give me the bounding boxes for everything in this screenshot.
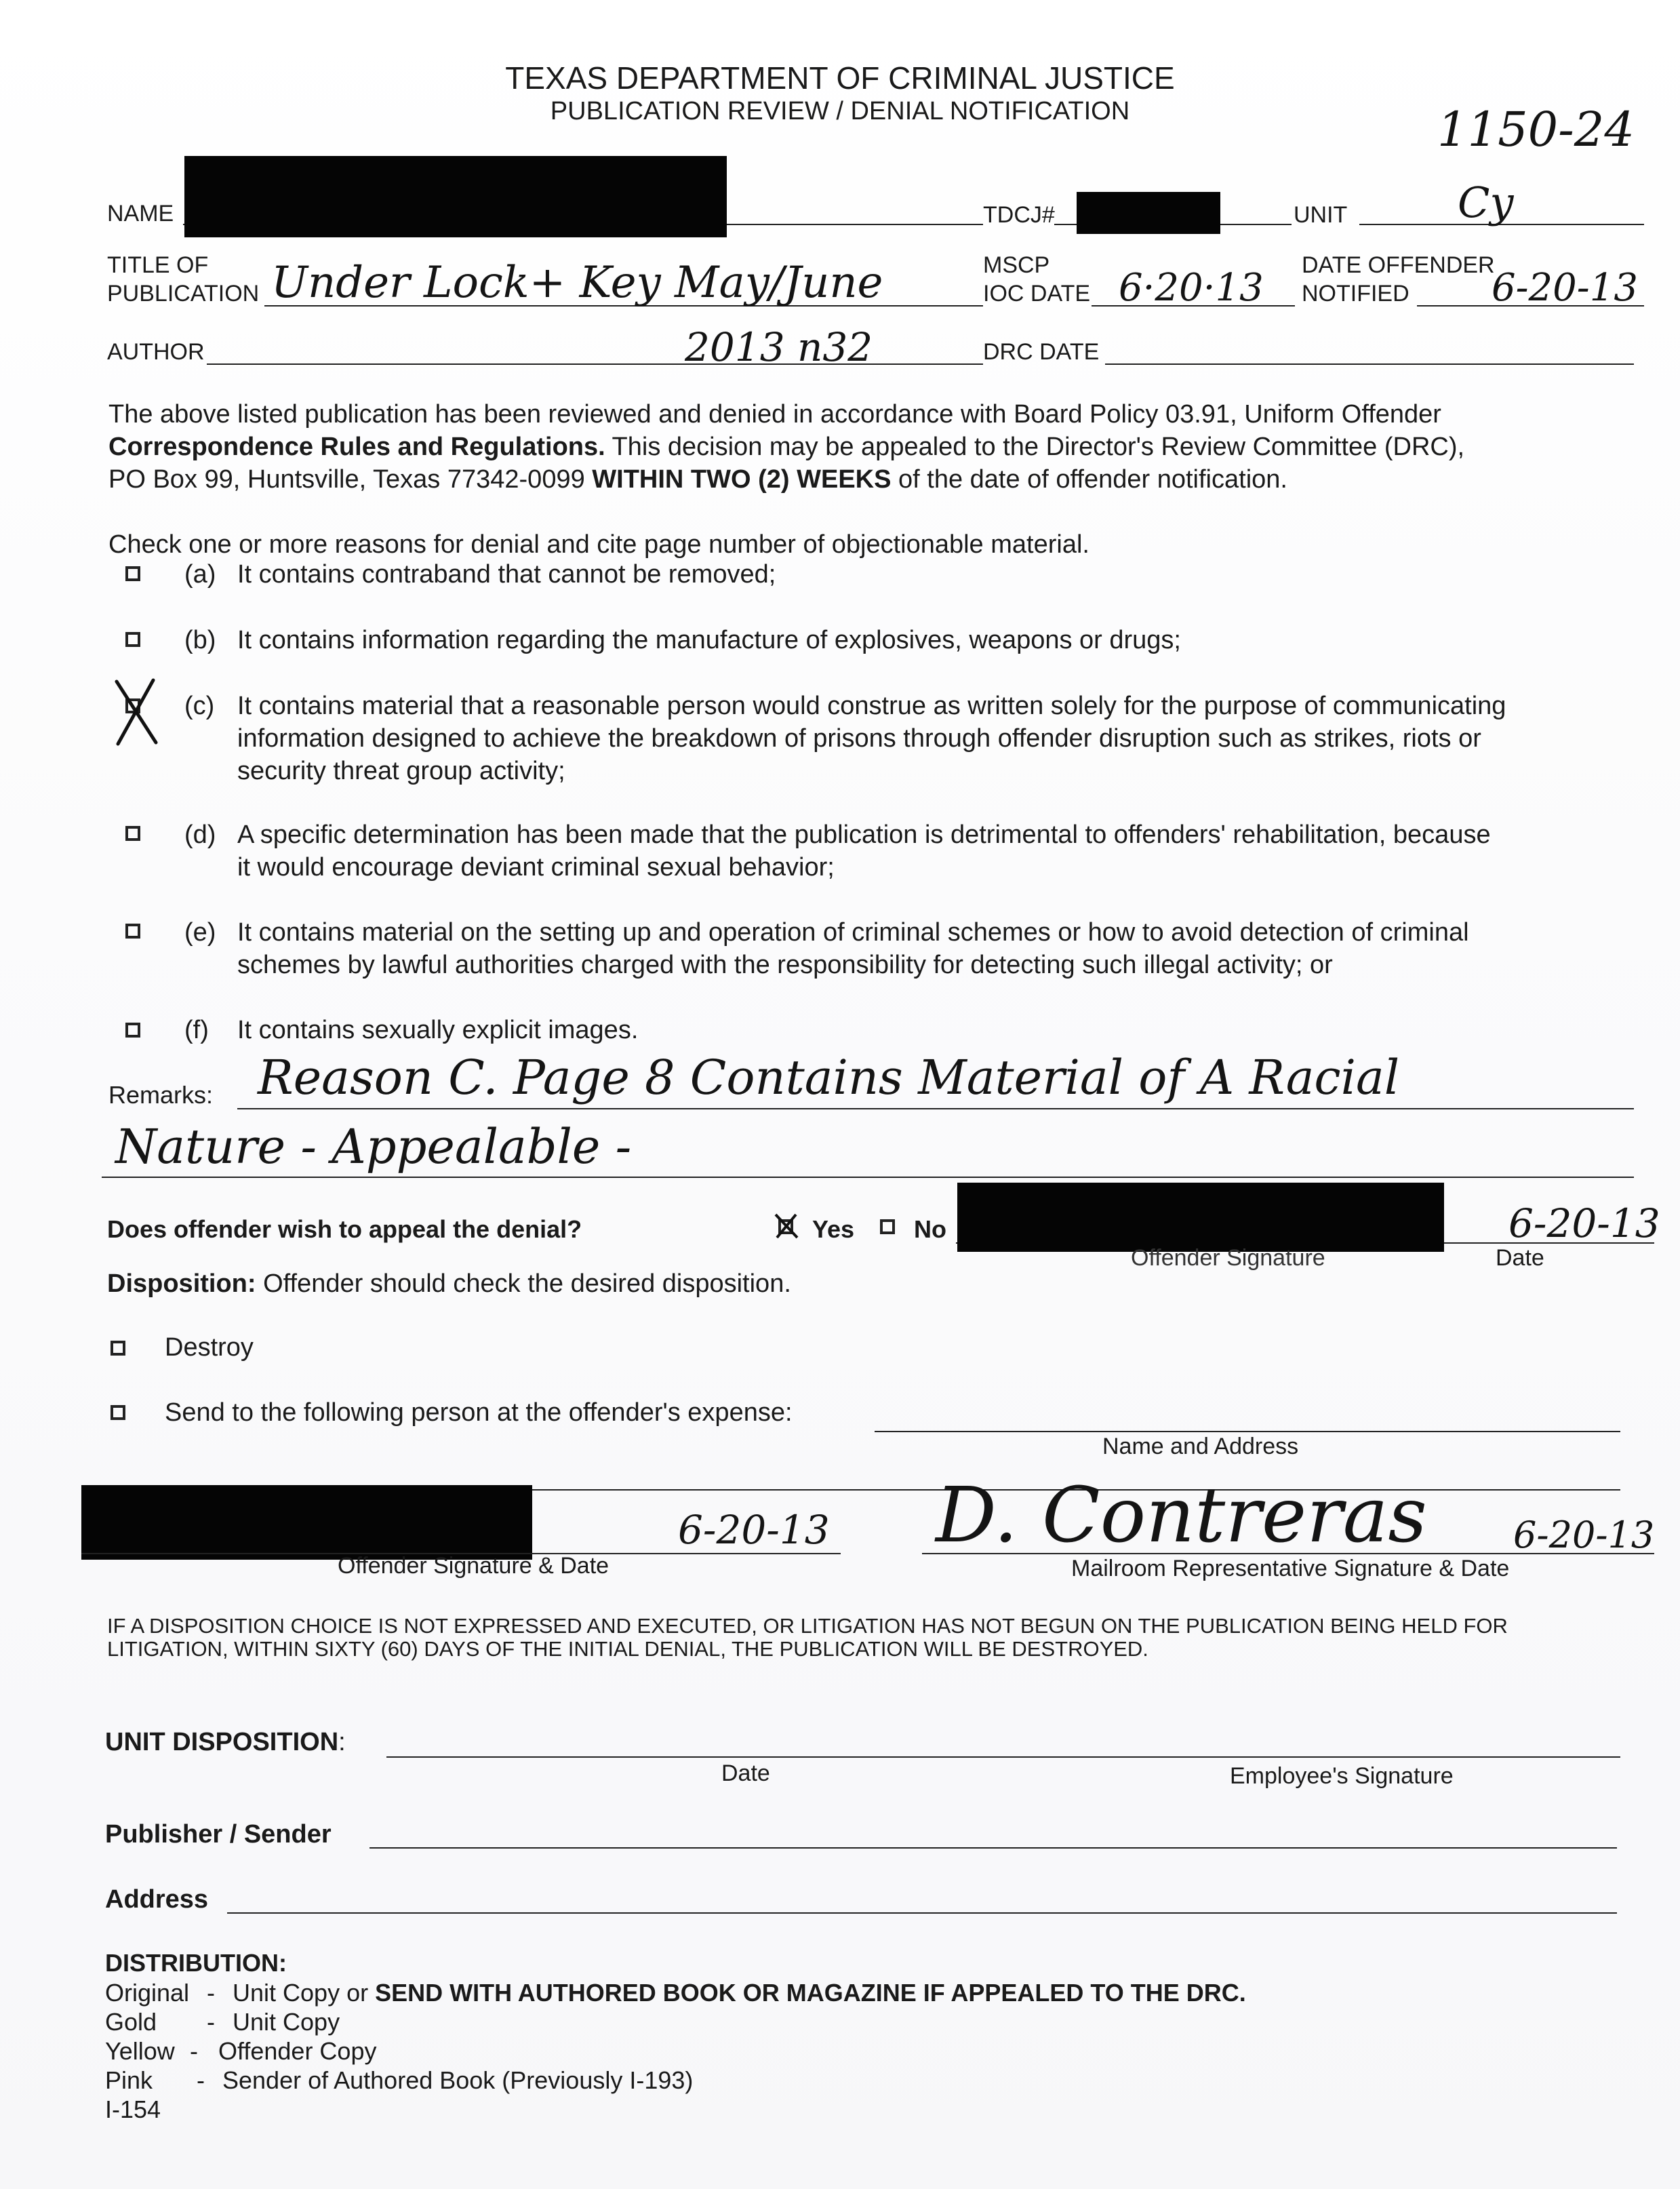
- appeal-no-label: No: [914, 1215, 946, 1243]
- form-title: PUBLICATION REVIEW / DENIAL NOTIFICATION: [550, 97, 1130, 125]
- reason-e-letter: (e): [184, 918, 216, 947]
- mailroom-sig-date: 6-20-13: [1513, 1514, 1655, 1556]
- dist-sep-original: -: [207, 1979, 215, 2007]
- reason-a-checkbox[interactable]: [125, 566, 140, 581]
- reason-f-text: It contains sexually explicit images.: [237, 1016, 639, 1044]
- remarks-text-1: Reason C. Page 8 Contains Material of A Racial: [258, 1050, 1400, 1105]
- reason-f-checkbox[interactable]: [125, 1023, 140, 1038]
- name-label: NAME: [107, 201, 174, 226]
- disposition-label: Disposition:: [107, 1269, 256, 1298]
- dist-sep-pink: -: [197, 2066, 205, 2094]
- unit-value: Cy: [1458, 178, 1514, 227]
- mailroom-signature: D. Contreras: [936, 1472, 1427, 1560]
- mscp-label-2: IOC DATE: [983, 281, 1091, 307]
- name-address-label: Name and Address: [1102, 1434, 1299, 1459]
- dist-copy-yellow: Yellow: [105, 2037, 175, 2065]
- offender-sig-date: 6-20-13: [678, 1507, 830, 1553]
- reason-d-line-1: A specific determination has been made that the publication is detrimental to offenders' rehabilitation, because: [237, 821, 1491, 849]
- address-label: Address: [105, 1885, 209, 1914]
- dist-text-original-plain: Unit Copy or: [233, 1979, 376, 2007]
- mailroom-sig-label: Mailroom Representative Signature & Date: [1071, 1556, 1510, 1581]
- reason-e-checkbox[interactable]: [125, 924, 140, 939]
- intro-bold-1: Correspondence Rules and Regulations.: [108, 433, 605, 461]
- title-value: Under Lock+ Key May/June: [271, 258, 883, 308]
- destroy-checkbox[interactable]: [111, 1341, 125, 1356]
- reason-e-line-1: It contains material on the setting up and operation of criminal schemes or how to avoid detection of criminal: [237, 918, 1469, 947]
- employee-signature-label: Employee's Signature: [1230, 1763, 1454, 1789]
- redaction-appeal-signature: [957, 1183, 1444, 1252]
- reason-a-letter: (a): [184, 560, 216, 589]
- dist-text-gold: Unit Copy: [233, 2008, 340, 2036]
- file-number: 1150-24: [1437, 102, 1635, 157]
- mscp-value: 6·20·13: [1119, 266, 1264, 310]
- appeal-yes-label: Yes: [812, 1215, 855, 1243]
- dist-sep-yellow: -: [190, 2037, 198, 2065]
- dist-text-yellow: Offender Copy: [218, 2037, 377, 2065]
- author-value: 2013 n32: [685, 324, 873, 370]
- reason-c-line-1: It contains material that a reasonable person would construe as written solely for the purpose of communicating: [237, 692, 1506, 720]
- reason-c-line-2: information designed to achieve the breakdown of prisons through offender disruption such as strikes, riots or: [237, 724, 1481, 753]
- unit-disposition-colon: :: [338, 1728, 346, 1756]
- send-checkbox[interactable]: [111, 1405, 125, 1420]
- dist-text-original: [233, 1979, 1246, 2007]
- destroy-label: Destroy: [165, 1333, 254, 1362]
- title-label-2: PUBLICATION: [107, 281, 260, 307]
- reasons-intro: Check one or more reasons for denial and cite page number of objectionable material.: [108, 530, 1089, 559]
- publisher-line[interactable]: [369, 1847, 1617, 1849]
- appeal-sig-label: Offender Signature: [1131, 1245, 1325, 1271]
- reason-d-letter: (d): [184, 821, 216, 849]
- unit-label: UNIT: [1294, 202, 1348, 228]
- drc-line[interactable]: [1105, 363, 1634, 365]
- intro-bold-weeks: WITHIN TWO (2) WEEKS: [592, 465, 892, 494]
- reason-a-text: It contains contraband that cannot be removed;: [237, 560, 776, 589]
- remarks-line-1[interactable]: [237, 1108, 1634, 1109]
- reason-d-line-2: it would encourage deviant criminal sexual behavior;: [237, 853, 835, 882]
- title-label-1: TITLE OF: [107, 252, 209, 278]
- remarks-text-2: Nature - Appealable -: [115, 1119, 632, 1175]
- publisher-label: Publisher / Sender: [105, 1820, 332, 1849]
- appeal-no-checkbox[interactable]: [880, 1219, 895, 1234]
- dist-copy-original: Original: [105, 1979, 190, 2007]
- intro-text-2: This decision may be appealed to the Director's Review Committee (DRC),: [605, 433, 1465, 461]
- reason-d-checkbox[interactable]: [125, 826, 140, 841]
- unit-disposition-label: [105, 1728, 346, 1757]
- check-x-icon: [108, 675, 163, 749]
- notified-value: 6-20-13: [1492, 266, 1638, 310]
- remarks-label: Remarks:: [108, 1081, 214, 1109]
- reason-b-text: It contains information regarding the manufacture of explosives, weapons or drugs;: [237, 626, 1181, 654]
- reason-f-letter: (f): [184, 1016, 209, 1044]
- dist-text-original-bold: SEND WITH AUTHORED BOOK OR MAGAZINE IF APPEALED TO THE DRC.: [375, 1979, 1246, 2007]
- intro-text-3b: of the date of offender notification.: [891, 465, 1287, 494]
- notified-label-1: DATE OFFENDER: [1302, 252, 1495, 278]
- redaction-tdcj: [1077, 192, 1220, 234]
- offender-sig-label: Offender Signature & Date: [338, 1553, 609, 1579]
- unit-date-label: Date: [721, 1760, 770, 1786]
- notified-label-2: NOTIFIED: [1302, 281, 1409, 307]
- reason-c-line-3: security threat group activity;: [237, 757, 565, 785]
- send-line[interactable]: [875, 1431, 1620, 1432]
- intro-line-2: [108, 433, 1464, 462]
- disposition-line: [107, 1269, 791, 1299]
- dist-text-pink: Sender of Authored Book (Previously I-193): [222, 2066, 694, 2094]
- unit-disposition-line[interactable]: [386, 1756, 1620, 1758]
- unit-disposition-text: UNIT DISPOSITION: [105, 1728, 339, 1756]
- mscp-label-1: MSCP: [983, 252, 1050, 278]
- reason-b-checkbox[interactable]: [125, 632, 140, 647]
- reason-b-letter: (b): [184, 626, 216, 654]
- yes-check-icon: [772, 1210, 801, 1242]
- reason-e-line-2: schemes by lawful authorities charged with the responsibility for detecting such illegal activity; or: [237, 951, 1333, 979]
- agency-title: TEXAS DEPARTMENT OF CRIMINAL JUSTICE: [505, 60, 1175, 96]
- redaction-name: [184, 156, 727, 237]
- author-label: AUTHOR: [107, 339, 205, 365]
- intro-line-3: [108, 465, 1287, 494]
- dist-copy-pink: Pink: [105, 2066, 153, 2094]
- appeal-date-label: Date: [1496, 1245, 1544, 1271]
- form-number: I-154: [105, 2095, 161, 2123]
- disposition-instruction: Offender should check the desired disposition.: [256, 1269, 791, 1298]
- address-field-line[interactable]: [227, 1912, 1617, 1914]
- appeal-date-value: 6-20-13: [1508, 1200, 1660, 1246]
- warning-line-1: IF A DISPOSITION CHOICE IS NOT EXPRESSED AND EXECUTED, OR LITIGATION HAS NOT BEGUN ON THE PUBLICATION BEING HELD FOR: [107, 1614, 1508, 1638]
- send-label: Send to the following person at the offender's expense:: [165, 1398, 793, 1427]
- dist-copy-gold: Gold: [105, 2008, 157, 2036]
- redaction-offender-signature: [81, 1485, 532, 1560]
- reason-c-letter: (c): [184, 692, 215, 720]
- remarks-line-2[interactable]: [102, 1177, 1634, 1178]
- dist-sep-gold: -: [207, 2008, 215, 2036]
- drc-label: DRC DATE: [983, 339, 1100, 365]
- tdcj-label: TDCJ#: [983, 202, 1055, 228]
- intro-line-1: The above listed publication has been reviewed and denied in accordance with Board Policy 03.91, Uniform Offender: [108, 400, 1441, 429]
- distribution-title: DISTRIBUTION:: [105, 1949, 287, 1977]
- appeal-question: Does offender wish to appeal the denial?: [107, 1215, 582, 1243]
- intro-text-3a: PO Box 99, Huntsville, Texas 77342-0099: [108, 465, 593, 494]
- warning-line-2: LITIGATION, WITHIN SIXTY (60) DAYS OF THE INITIAL DENIAL, THE PUBLICATION WILL BE DESTROYED.: [107, 1637, 1148, 1661]
